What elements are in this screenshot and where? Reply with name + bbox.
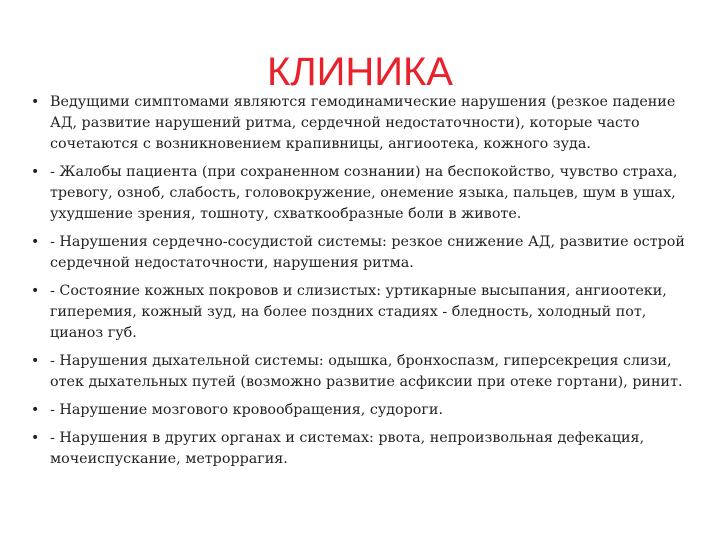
bullet-icon: • (31, 402, 40, 418)
bullet-text: - Нарушения дыхательной системы: одышка, бронхоспазм, гиперсекреция слизи, отек дыхательных путей (возможно развитие асфиксии при отеке гортани), ринит. (50, 353, 683, 390)
bullet-text: - Состояние кожных покровов и слизистых: уртикарные высыпания, ангиоотеки, гиперемия, кожный зуд, на более поздних стадиях - бледность, холодный пот, цианоз губ. (50, 283, 667, 341)
bullet-text: - Нарушение мозгового кровообращения, судороги. (50, 402, 443, 418)
bullet-icon: • (31, 430, 40, 446)
bullet-icon: • (31, 283, 40, 299)
list-item (30, 428, 690, 470)
bullet-icon: • (31, 164, 40, 180)
bullet-icon: • (31, 353, 40, 369)
bullet-text: Ведущими симптомами являются гемодинамические нарушения (резкое падение АД, развитие нарушений ритма, сердечной недостаточности), которые часто сочетаются с возникновением крапивницы, ангиоотека, кожного зуда. (50, 94, 676, 152)
list-item (30, 92, 690, 155)
bullet-text: - Нарушения в других органах и системах: рвота, непроизвольная дефекация, мочеиспускание, метроррагия. (50, 430, 645, 467)
bullet-text: - Нарушения сердечно-сосудистой системы: резкое снижение АД, развитие острой сердечной недостаточности, нарушения ритма. (50, 234, 685, 271)
slide-title: КЛИНИКА (267, 50, 453, 94)
list-item (30, 162, 690, 225)
bullet-icon: • (31, 234, 40, 250)
list-item (30, 400, 690, 421)
bullet-icon: • (31, 94, 40, 110)
list-item (30, 351, 690, 393)
list-item (30, 232, 690, 274)
list-item (30, 281, 690, 344)
bullet-text: - Жалобы пациента (при сохраненном сознании) на беспокойство, чувство страха, тревогу, озноб, слабость, головокружение, онемение языка, пальцев, шум в ушах, ухудшение зрения, тошноту, схваткообразные боли в животе. (50, 164, 678, 222)
bullet-list (30, 92, 690, 477)
